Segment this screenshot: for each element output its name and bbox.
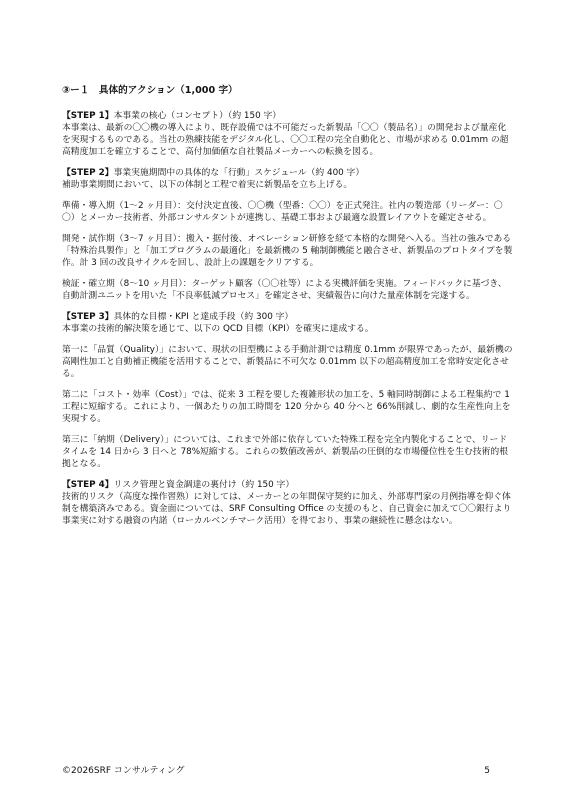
step4-tag: 【STEP 4】 — [62, 480, 114, 490]
step3-block — [62, 311, 514, 470]
step3-item-cost: 第二に「コスト・効率（Cost）」では、従来 3 工程を要した複雑形状の加工を、5 軸同時制御による工程集約で 1 工程に短縮する。これにより、一個あたりの加工時間を 120 分から 40 分へと 66%削減し、劇的な生産性向上を実現する。 — [62, 390, 511, 424]
step4-header — [62, 479, 514, 491]
step1-tag: 【STEP 1】 — [62, 111, 114, 121]
step1-header — [62, 110, 514, 122]
step2-phase-prep: 準備・導入期（1〜2 ヶ月目）：交付決定直後、〇〇機（型番：〇〇）を正式発注。社内の製造部（リーダー：〇〇）とメーカー技術者、外部コンサルタントが連携し、基礎工事および最適な設置レイアウトを確定させる。 — [62, 201, 503, 223]
step3-tag: 【STEP 3】 — [62, 312, 114, 322]
step2-block — [62, 167, 514, 302]
step1-body: 本事業は、最新の〇〇機の導入により、既存設備では不可能だった新製品「〇〇（製品名）」の開発および量産化を実現するものである。当社の熟練技能をデジタル化し、〇〇工程の完全自動化と、市場が求める 0.01mm の超高精度加工を確立することで、高付加価値な自社製品メーカーへの転換を図る。 — [62, 123, 509, 157]
step4-block — [62, 479, 514, 527]
step3-item-quality: 第一に「品質（Quality）」において、現状の旧型機による手動計測では精度 0.1mm が限界であったが、最新機の高剛性加工と自動補正機能を活用することで、新製品に不可欠な 0.01mm 以下の超高精度加工を常時安定化させる。 — [62, 345, 513, 379]
page-number: 5 — [484, 766, 490, 776]
section-title: ③ー１ 具体的アクション（1,000 字） — [62, 85, 238, 96]
document-page — [62, 84, 514, 536]
step3-item-delivery: 第三に「納期（Delivery）」については、これまで外部に依存していた特殊工程を完全内製化することで、リードタイムを 14 日から 3 日へと 78%短縮する。これらの数値改善が、新製品の圧倒的な市場優位性を生む技術的根拠となる。 — [62, 435, 509, 469]
step2-header — [62, 167, 514, 179]
step3-heading: 具体的な目標・KPI と達成手段（約 300 字） — [113, 312, 294, 322]
step1-block — [62, 110, 514, 158]
step2-phase-verify: 検証・確立期（8〜10 ヶ月目）：ターゲット顧客（〇〇社等）による実機評価を実施。フィードバックに基づき、自動計測ユニットを用いた「不良率低減プロセス」を確定させ、実績報告に向けた量産体制を完遂する。 — [62, 279, 507, 301]
step2-tag: 【STEP 2】 — [62, 168, 114, 178]
step4-heading: リスク管理と資金調達の裏付け（約 150 字） — [113, 480, 295, 490]
step1-heading: 本事業の核心（コンセプト）（約 150 字） — [113, 111, 282, 121]
footer-copyright: ©2026SRF コンサルティング — [62, 766, 185, 776]
step2-phase-dev: 開発・試作期（3〜7 ヶ月目）：搬入・据付後、オペレーション研修を経て本格的な開発へ入る。当社の強みである「特殊治具製作」と「加工プログラムの最適化」を最新機の 5 軸制御機能と融合させ、新製品のプロトタイプを製作。計 3 回の改良サイクルを回し、設計上の課題をクリアする。 — [62, 234, 513, 268]
step2-heading: 事業実施期間中の具体的な「行動」スケジュール（約 400 字） — [113, 168, 365, 178]
step4-body: 技術的リスク（高度な操作習熟）に対しては、メーカーとの年間保守契約に加え、外部専門家の月例指導を仰ぐ体制を構築済みである。資金面については、SRF Consulting Office の支援のもと、自己資金に加えて〇〇銀行より事業実に対する融資の内諾（ローカルベンチマーク活用）を得ており、事業の継続性に懸念はない。 — [62, 492, 512, 526]
step3-header — [62, 311, 514, 323]
step2-intro: 補助事業期間において、以下の体制と工程で着実に新製品を立ち上げる。 — [62, 180, 353, 190]
step3-intro: 本事業の技術的解決策を通じて、以下の QCD 目標（KPI）を確実に達成する。 — [62, 324, 374, 334]
